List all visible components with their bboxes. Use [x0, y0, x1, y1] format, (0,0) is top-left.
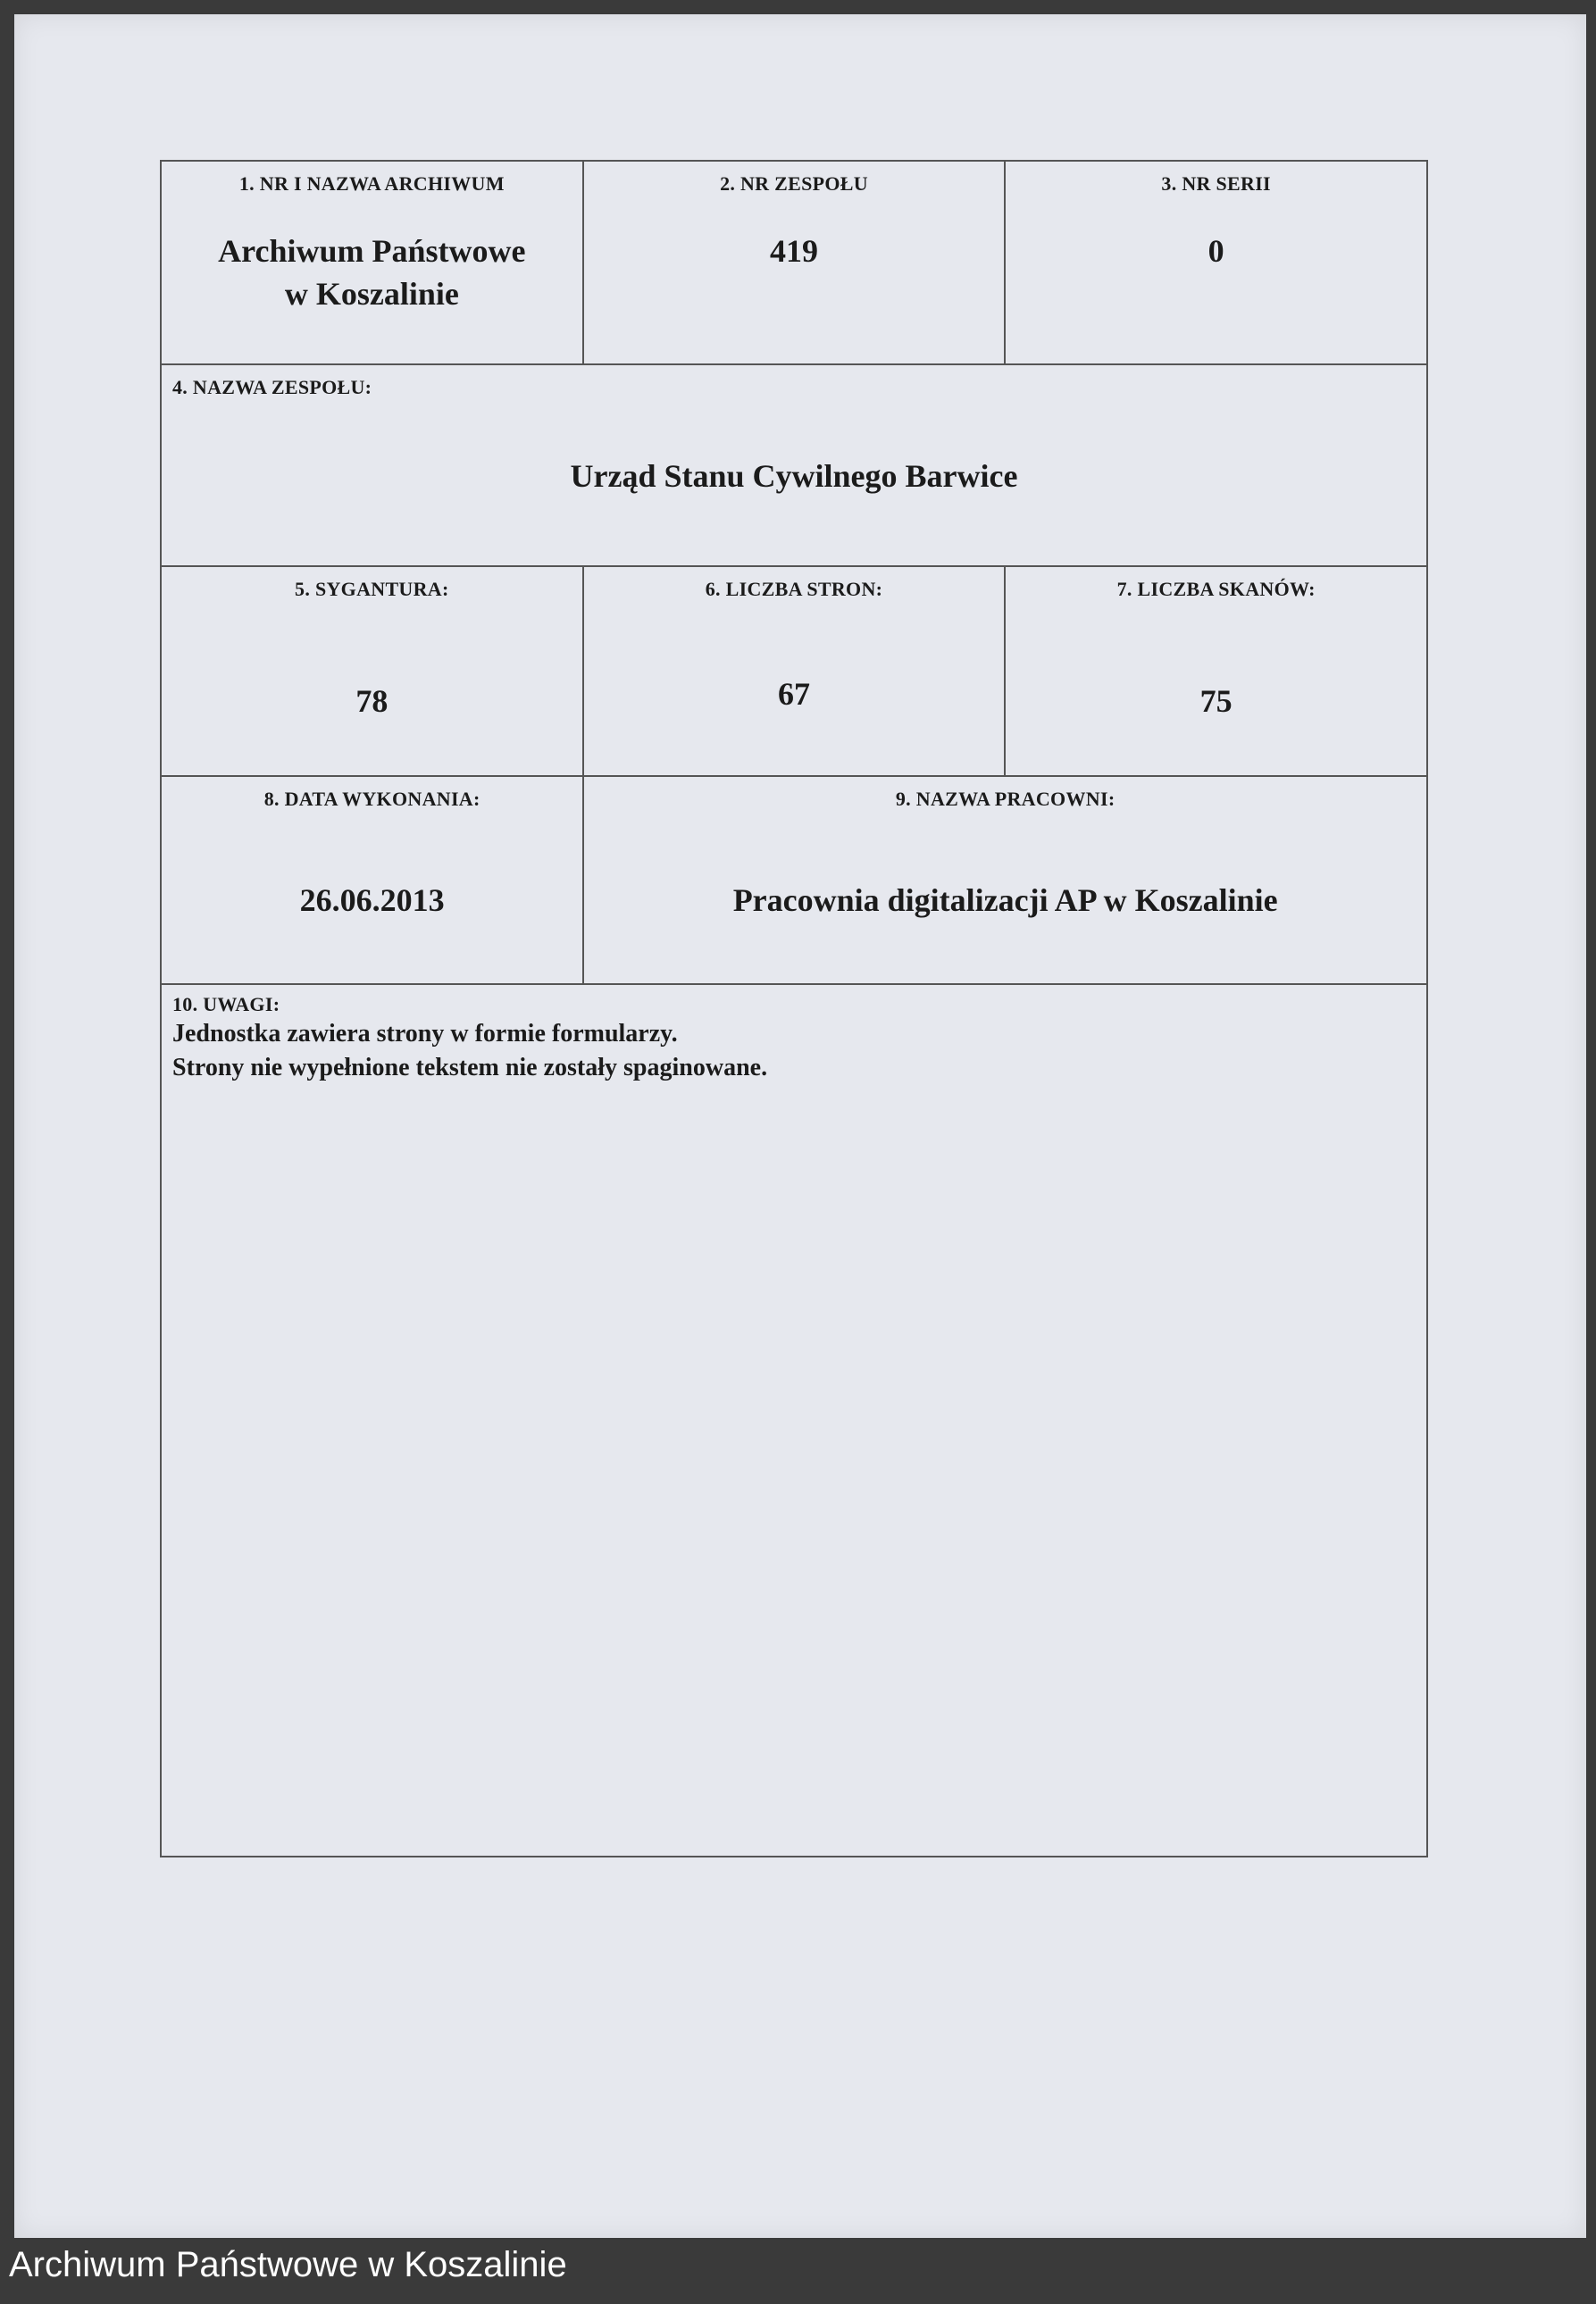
date-cell	[162, 777, 584, 983]
pages-cell	[584, 567, 1007, 775]
form-row-notes	[162, 985, 1426, 1856]
fonds-no-cell	[584, 162, 1007, 363]
archive-value-line2: w Koszalinie	[284, 276, 459, 312]
date-label: 8. DATA WYKONANIA:	[263, 788, 480, 810]
document-page	[14, 14, 1586, 2238]
signature-cell	[162, 567, 584, 775]
series-no-cell	[1006, 162, 1426, 363]
scans-cell	[1006, 567, 1426, 775]
fonds-no-value: 419	[770, 233, 818, 269]
notes-line: Strony nie wypełnione tekstem nie zostały spaginowane.	[172, 1054, 768, 1081]
workshop-value: Pracownia digitalizacji AP w Koszalinie	[732, 882, 1278, 918]
workshop-cell	[584, 777, 1426, 983]
form-row-fonds-name	[162, 365, 1426, 567]
series-no-value: 0	[1207, 233, 1224, 269]
scans-label: 7. LICZBA SKANÓW:	[1116, 578, 1316, 600]
notes-cell	[162, 985, 1426, 1856]
notes-label: 10. UWAGI:	[172, 993, 280, 1015]
archive-cell	[162, 162, 584, 363]
fonds-name-label: 4. NAZWA ZESPOŁU:	[172, 376, 372, 398]
form-row-counts	[162, 567, 1426, 777]
form-row-archive	[162, 162, 1426, 365]
signature-label: 5. SYGANTURA:	[295, 578, 449, 600]
scans-value: 75	[1199, 683, 1233, 719]
metadata-form	[160, 160, 1428, 1857]
notes-line: Jednostka zawiera strony w formie formularzy.	[172, 1020, 678, 1048]
pages-value: 67	[778, 676, 810, 712]
fonds-name-value: Urząd Stanu Cywilnego Barwice	[570, 458, 1018, 494]
fonds-name-cell	[162, 365, 1426, 565]
form-row-date-workshop	[162, 777, 1426, 985]
series-no-label: 3. NR SERII	[1161, 172, 1271, 195]
archive-value-line1: Archiwum Państwowe	[218, 233, 526, 269]
pages-label: 6. LICZBA STRON:	[705, 578, 883, 600]
footer-caption: Archiwum Państwowe w Koszalinie	[9, 2245, 567, 2284]
archive-value	[162, 230, 582, 315]
fonds-no-label: 2. NR ZESPOŁU	[720, 172, 868, 195]
workshop-label: 9. NAZWA PRACOWNI:	[895, 788, 1116, 810]
signature-value: 78	[355, 683, 389, 719]
date-value: 26.06.2013	[299, 882, 445, 918]
archive-label: 1. NR I NAZWA ARCHIWUM	[238, 172, 505, 195]
